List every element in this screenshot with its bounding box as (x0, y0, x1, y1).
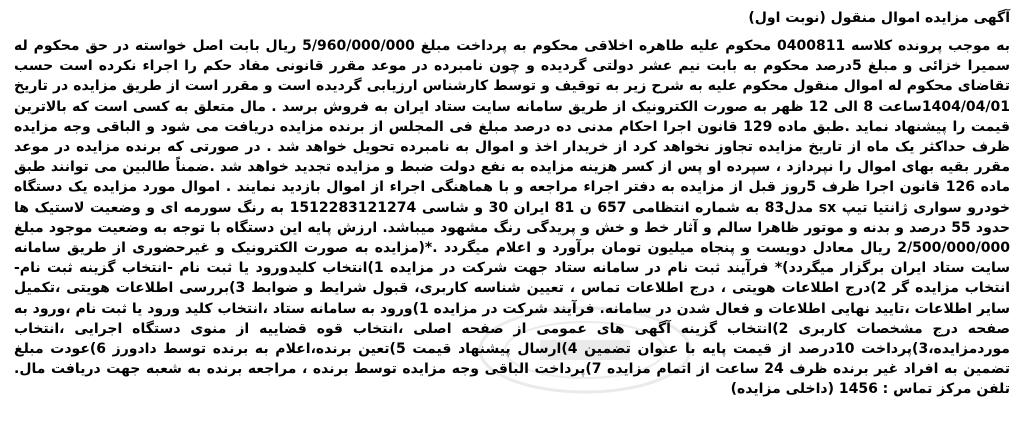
notice-title: آگهی مزایده اموال منقول (نوبت اول) (748, 10, 1010, 26)
notice-body: به موجب پرونده کلاسه 0400811 محکوم علیه طاهره اخلاقی محکوم به پرداخت مبلغ 5/960/000/000 ریال بابت اصل خواسته در حق محکوم له سمیرا خزائی و مبلغ 5درصد محکوم به بابت نیم عشر دولتی گردیده و چون نامبرده در موعد مقرر قانونی مفاد حکم را اجراء نکرده است حسب تقاضای محکوم له اموال منقول محکوم علیه به شرح زیر به توقیف و توسط کارشناس ارزیابی گردیده است و مقرر است از طریق مزایده در تاریخ 1404/04/01ساعت 8 الی 12 ظهر به صورت الکترونیک از طریق سامانه سایت ستاد ایران به فروش برسد . مال متعلق به کسی است که بالاترین قیمت را پیشنهاد نماید .طبق ماده 129 قانون اجرا احکام مدنی ده درصد مبلغ فی المجلس از برنده مزایده دریافت می شود و الباقی وجه مزایده ظرف حداکثر یک ماه از تاریخ مزایده تجاوز نخواهد کرد از خریدار اخذ و اموال به نامبرده تحویل خواهد شد . در صورتی که برنده مزایده در موعد مقرر بقیه بهای اموال را نپردازد ، سپرده او پس از کسر هزینه مزایده به نفع دولت ضبط و مزایده تجدید خواهد شد .ضمناً طالبین می توانند طبق ماده 126 قانون اجرا ظرف 5روز قبل از مزایده به دفتر اجراء مراجعه و با هماهنگی اجراء از اموال بازدید نمایند . اموال مورد مزایده یک دستگاه خودرو سواری ژانتیا تیپ sx مدل83 به شماره انتظامی 657 ن 81 ایران 30 و شاسی 1512283121274 به رنگ سورمه ای و وضعیت لاستیک ها حدود 55 درصد و بدنه و موتور ظاهرا سالم و آثار خط و خش و پریدگی رنگ مشهود میباشد. ارزش پایه این دستگاه با توجه به وضعیت موجود مبلغ 2/500/000/000 ریال معادل دویست و پنجاه میلیون تومان برآورد و اعلام میگردد .*(مزایده به صورت الکترونیک و غیرحضوری از طریق سامانه سایت ستاد ایران برگزار میگردد)* فرآیند ثبت نام در سامانه ستاد جهت شرکت در مزایده 1)انتخاب کلیدورود یا ثبت نام -انتخاب گزینه ثبت نام-انتخاب مزایده گر 2)درج اطلاعات هویتی ، درج اطلاعات تماس ، تعیین شناسه کاربری، قبول شرایط و ضوابط 3)بررسی اطلاعات هویتی ،تکمیل سایر اطلاعات ،تایید نهایی اطلاعات و فعال شدن در سامانه. فرآیند شرکت در مزایده 1)ورود به سامانه ستاد ،انتخاب کلید ورود یا ثبت نام ،ورود به صفحه درج مشخصات کاربری 2)انتخاب گزینه آگهی های عمومی از صفحه اصلی ،انتخاب قوه قضاییه از منوی دستگاه اجرایی ،انتخاب موردمزایده،3)پرداخت 10درصد از قیمت پایه با عنوان تضمین 4)ارسال پیشنهاد قیمت 5)تعین برنده،اعلام به برنده توسط دادورز 6)عودت مبلغ تضمین به افراد غیر برنده ظرف 24 ساعت از اتمام مزایده 7)پرداخت الباقی وجه مزایده توسط برنده ، مراجعه برنده به شعبه جهت دریافت مال. تلفن مرکز تماس : 1456 (داخلی مزایده) (14, 38, 1010, 398)
